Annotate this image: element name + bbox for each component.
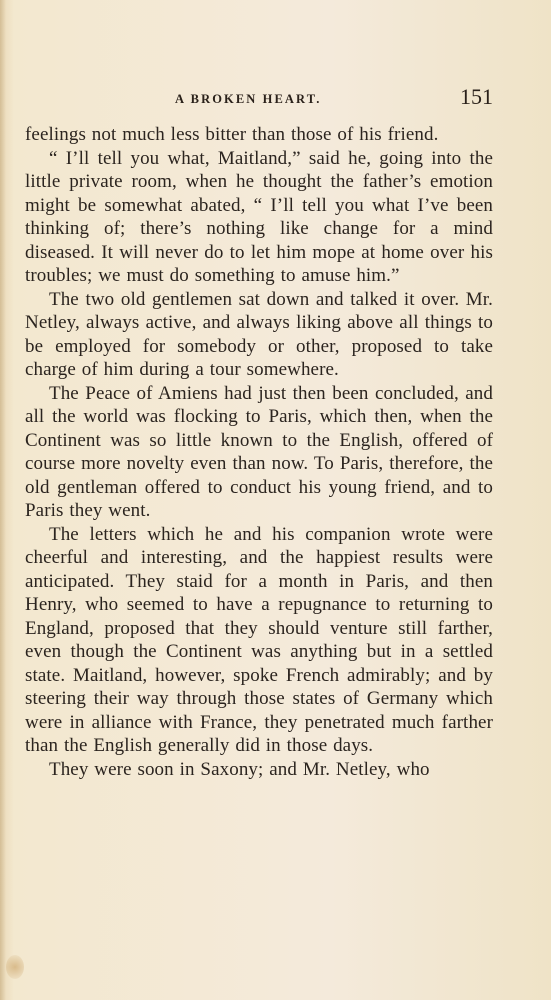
paragraph-5: The letters which he and his companion wrote were cheerful and interesting, and the happiest results were anticipated. They staid for a month in Paris, and then Henry, who seemed to have a repugnance to returning to England, proposed that they should venture still farther, even though the Continent was anything but in a settled state. Maitland, however, spoke French admirably; and by steering their way through those states of Germany which were in alliance with France, they penetrated much farther than the English generally did in those days. — [25, 523, 493, 756]
paragraph-3: The two old gentlemen sat down and talked it over. Mr. Netley, always active, and always liking above all things to be employed for somebody or other, proposed to take charge of him during a tour somewhere. — [25, 288, 493, 380]
paragraph-6: They were soon in Saxony; and Mr. Netley, who — [49, 758, 430, 780]
binding-shadow — [0, 0, 6, 1000]
page-number: 151 — [460, 84, 493, 109]
paragraph-1: feelings not much less bitter than those of his friend. — [25, 124, 439, 145]
body-text — [25, 123, 493, 781]
paper-stain — [6, 955, 24, 979]
paragraph-4: The Peace of Amiens had just then been concluded, and all the world was flocking to Paris, which then, when the Continent was so little known to the English, offered of course more novelty even than now. To Paris, therefore, the old gentleman offered to conduct his young friend, and to Paris they went. — [25, 382, 493, 521]
paragraph-2: “ I’ll tell you what, Maitland,” said he, going into the little private room, when he thought the father’s emotion might be somewhat abated, “ I’ll tell you what I’ve been thinking of; there’s nothing like change for a mind diseased. It will never do to let him mope at home over his troubles; we must do something to amuse him.” — [25, 147, 493, 286]
page-header — [25, 86, 493, 116]
running-head: A BROKEN HEART. — [175, 92, 322, 106]
